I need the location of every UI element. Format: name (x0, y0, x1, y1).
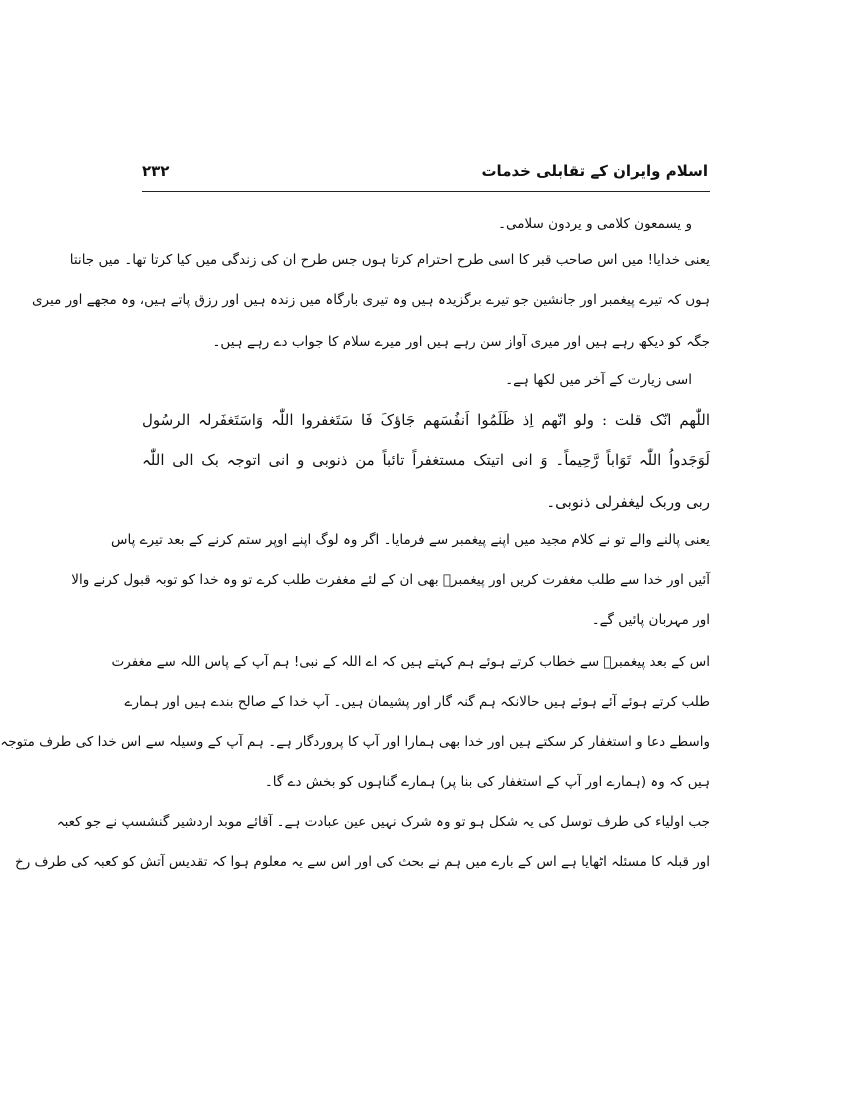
text-line: و یسمعون کلامی و یردون سلامی۔ (498, 216, 692, 232)
text-line: یعنی خدایا! میں اس صاحب قبر کا اسی طرح احترام کرتا ہوں جس طرح ان کی زندگی میں کیا کرتا تھا۔ میں جانتا (69, 252, 710, 268)
text-line: جب اولیاء کی طرف توسل کی یہ شکل ہو تو وہ شرک نہیں عین عبادت ہے۔ آقائے موبد اردشیر گنشسپ نے جو کعبہ (56, 814, 710, 830)
text-line: ہوں کہ تیرے پیغمبر اور جانشین جو تیرے برگزیدہ ہیں وہ تیری بارگاہ میں زندہ ہیں اور رزق پاتے ہیں، وہ مجھے اور میری (31, 292, 710, 308)
arabic-quote-line: اللّٰھم انّک قلت : ولو انّھم اِذ ظَلَمُوا اَنفُسَھم جَاؤکَ فَا سَتَغفروا اللّٰہ وَاسَتَغفَرلہ الرسُول (142, 411, 710, 429)
text-line: جگہ کو دیکھ رہے ہیں اور میری آواز سن رہے ہیں اور میرے سلام کا جواب دے رہے ہیں۔ (212, 334, 710, 350)
text-line: ہیں کہ وہ (ہمارے اور آپ کے استغفار کی بنا پر) ہمارے گناہوں کو بخش دے گا۔ (264, 774, 710, 790)
arabic-quote-line: لَوَجَدواُ اللّٰہ تَوَاباً رَّحِیماً۔ وَ انی اتیتک مستغفراً تائباً من ذنوبی و انی اتوجہ بک الی اللّٰہ (142, 451, 710, 469)
text-line: طلب کرتے ہوئے آئے ہوئے ہیں حالانکہ ہم گنہ گار اور پشیمان ہیں۔ آپ خدا کے صالح بندے ہیں اور ہمارے (124, 694, 710, 710)
text-line: یعنی پالنے والے تو نے کلام مجید میں اپنے پیغمبر سے فرمایا۔ اگر وہ لوگ اپنے اوپر ستم کرنے کے بعد تیرے پاس (111, 532, 710, 548)
text-line: اسی زیارت کے آخر میں لکھا ہے۔ (505, 372, 692, 388)
text-line: اور قبلہ کا مسئلہ اٹھایا ہے اس کے بارے میں ہم نے بحث کی اور اس سے یہ معلوم ہوا کہ تقدیس آتش کو کعبہ کی طرف رخ (15, 854, 710, 870)
page-header (142, 158, 710, 188)
text-line: آئیں اور خدا سے طلب مغفرت کریں اور پیغمبرؐ بھی ان کے لئے مغفرت طلب کرے تو وہ خدا کو توبہ قبول کرنے والا (71, 572, 710, 588)
text-line: واسطے دعا و استغفار کر سکتے ہیں اور خدا بھی ہمارا اور آپ کا پروردگار ہے۔ ہم آپ کے وسیلہ سے اس خدا کی طرف متوجہ (0, 734, 710, 750)
page-number: ۲۳۲ (142, 162, 170, 180)
running-title: اسلام وایران کے تقابلی خدمات (481, 162, 708, 180)
text-line: اور مہربان پائیں گے۔ (591, 612, 710, 628)
header-divider (142, 191, 710, 192)
text-line: اس کے بعد پیغمبرؐ سے خطاب کرتے ہوئے ہم کہتے ہیں کہ اے اللہ کے نبی! ہم آپ کے پاس اللہ سے مغفرت (111, 654, 710, 670)
arabic-quote-line: ربی وربک لیغفرلی ذنوبی۔ (546, 493, 710, 511)
